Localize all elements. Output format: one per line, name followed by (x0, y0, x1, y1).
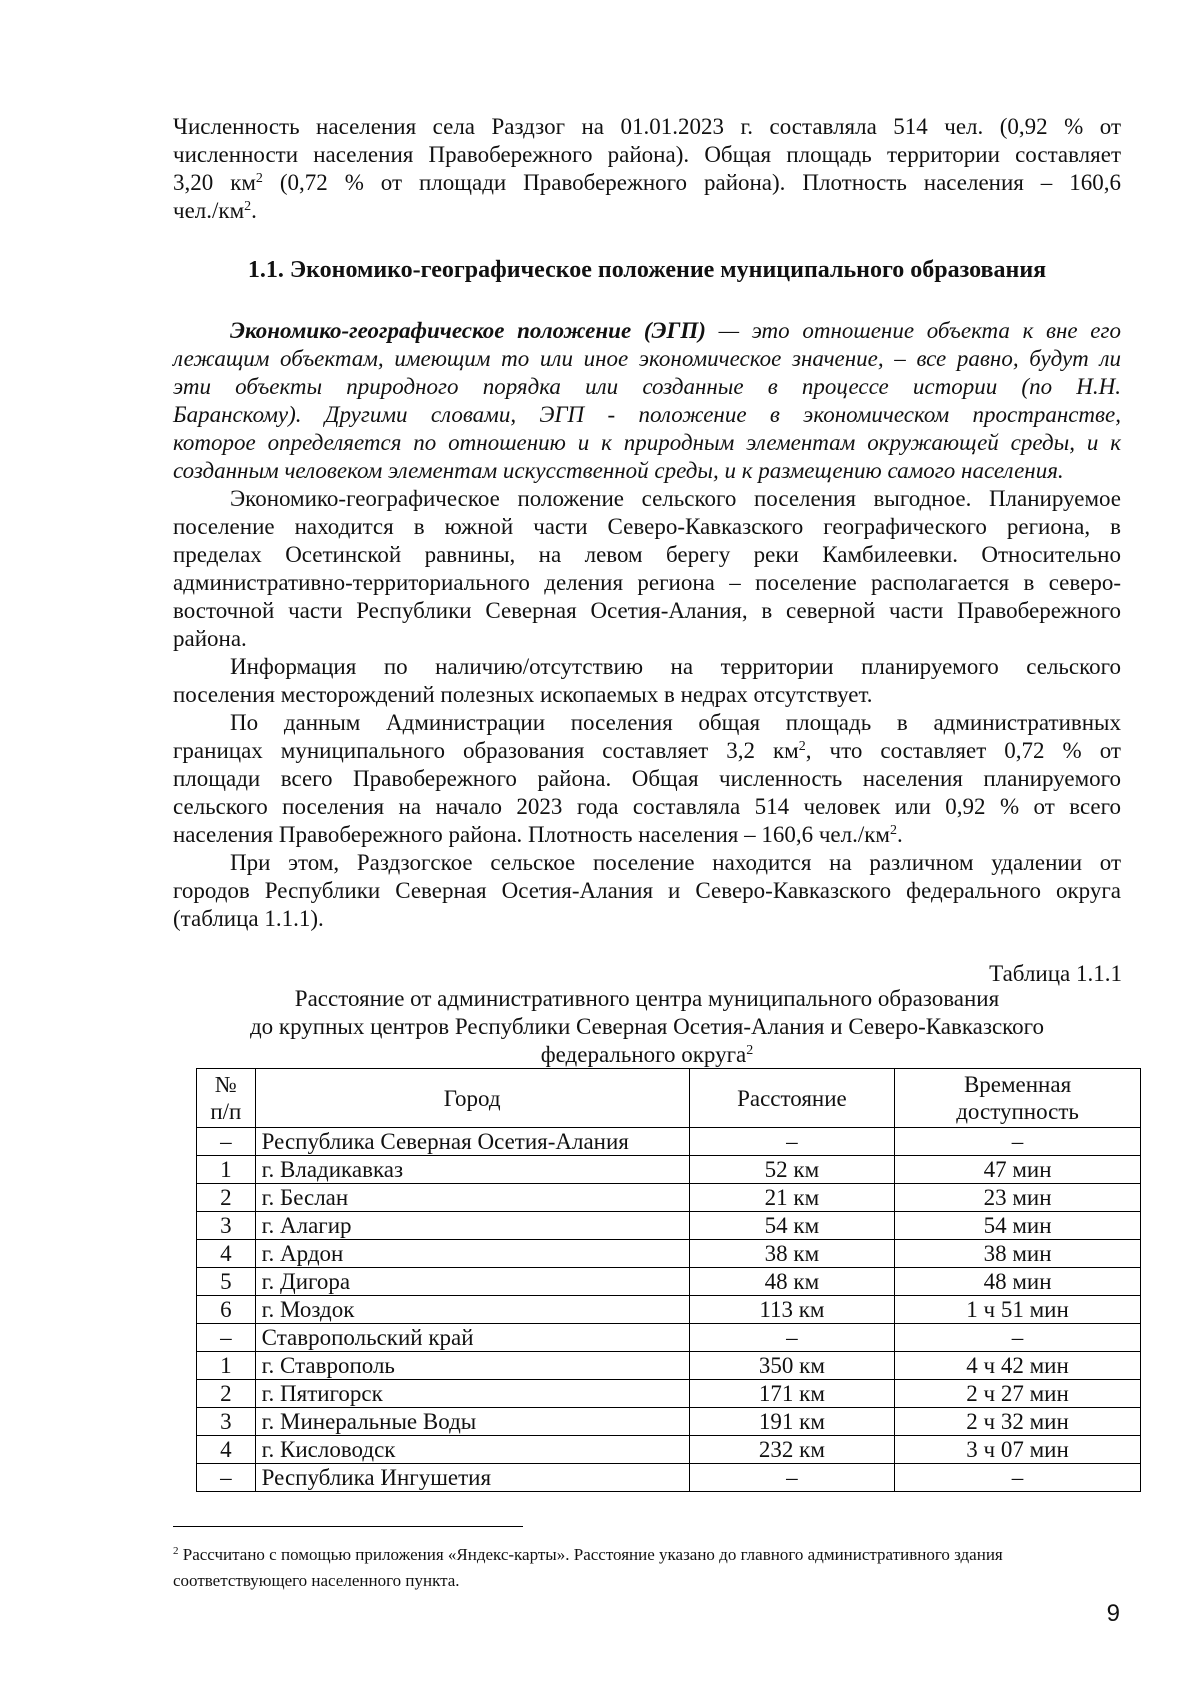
cell-time: 2 ч 32 мин (895, 1408, 1141, 1436)
cell-city: г. Владикавказ (255, 1156, 689, 1184)
cell-time: 2 ч 27 мин (895, 1380, 1141, 1408)
cell-time: – (895, 1324, 1141, 1352)
page-number: 9 (1106, 1600, 1120, 1627)
cell-city: г. Ардон (255, 1240, 689, 1268)
table-body (197, 1128, 1141, 1492)
table-label: Таблица 1.1.1 (989, 961, 1122, 986)
table-row (197, 1464, 1141, 1492)
definition-line-1: Экономико-географическое положение (ЭГП) — это отношение объекта к вне его (230, 318, 1121, 343)
cell-city: г. Кисловодск (255, 1436, 689, 1464)
table-row (197, 1240, 1141, 1268)
cell-num: – (197, 1464, 256, 1492)
cell-city: Ставропольский край (255, 1324, 689, 1352)
header-time: Временная доступность (895, 1069, 1141, 1128)
cell-distance: – (689, 1324, 894, 1352)
location-line: восточной части Республики Северная Осетия-Алания, в северной части Правобережного (173, 598, 1121, 623)
cell-num: 3 (197, 1408, 256, 1436)
cell-distance: 38 км (689, 1240, 894, 1268)
cell-time: – (895, 1128, 1141, 1156)
table-row (197, 1212, 1141, 1240)
definition-line: созданным человеком элементам искусственной среды, и к размещению самого населения. (173, 458, 1064, 483)
distance-line: При этом, Раздзогское сельское поселение находится на различном удалении от (230, 850, 1121, 875)
area-line: площади всего Правобережного района. Общая численность населения планируемого (173, 766, 1121, 791)
definition-line: эти объекты природного порядка или созданные в процессе истории (по Н.Н. (173, 374, 1121, 399)
intro-paragraph (173, 113, 1121, 225)
minerals-line: Информация по наличию/отсутствию на территории планируемого сельского (230, 654, 1121, 679)
cell-time: 54 мин (895, 1212, 1141, 1240)
table-row (197, 1184, 1141, 1212)
header-city: Город (255, 1069, 689, 1128)
table-row (197, 1380, 1141, 1408)
definition-term: Экономико-географическое положение (ЭГП) (230, 318, 706, 343)
cell-city: г. Ставрополь (255, 1352, 689, 1380)
cell-city: г. Дигора (255, 1268, 689, 1296)
cell-distance: – (689, 1128, 894, 1156)
cell-distance: – (689, 1464, 894, 1492)
cell-city: г. Беслан (255, 1184, 689, 1212)
cell-num: 6 (197, 1296, 256, 1324)
cell-num: 2 (197, 1184, 256, 1212)
area-line: населения Правобережного района. Плотность населения – 160,6 $чел./км^2$. (173, 822, 903, 847)
cell-time: – (895, 1464, 1141, 1492)
area-line: По данным Администрации поселения общая площадь в административных (230, 710, 1121, 735)
distance-line: (таблица 1.1.1). (173, 906, 324, 931)
intro-line-2: численности населения Правобережного района). Общая площадь территории составляет (173, 142, 1121, 167)
location-line: пределах Осетинской равнины, на левом берегу реки Камбилеевки. Относительно (173, 542, 1121, 567)
cell-time: 38 мин (895, 1240, 1141, 1268)
location-line: района. (173, 626, 247, 651)
cell-city: Республика Северная Осетия-Алания (255, 1128, 689, 1156)
cell-num: 1 (197, 1352, 256, 1380)
footnote: $^2$ Рассчитано с помощью приложения «Яндекс-карты». Расстояние указано до главного административного здания соответствующего населенного пункта. (173, 1545, 1003, 1590)
cell-time: 3 ч 07 мин (895, 1436, 1141, 1464)
table-header-row (197, 1069, 1141, 1128)
cell-distance: 232 км (689, 1436, 894, 1464)
cell-city: г. Моздок (255, 1296, 689, 1324)
distance-paragraph (173, 849, 1121, 933)
cell-num: 4 (197, 1436, 256, 1464)
definition-paragraph (173, 317, 1121, 485)
section-heading: 1.1. Экономико-географическое положение муниципального образования (247, 257, 1047, 283)
cell-city: г. Пятигорск (255, 1380, 689, 1408)
intro-line-1: Численность населения села Раздзог на 01.01.2023 г. составляла 514 чел. (0,92 % от (173, 114, 1121, 139)
cell-num: 3 (197, 1212, 256, 1240)
table-row (197, 1408, 1141, 1436)
cell-num: 1 (197, 1156, 256, 1184)
cell-distance: 171 км (689, 1380, 894, 1408)
table-row (197, 1296, 1141, 1324)
definition-line: Баранскому). Другими словами, ЭГП - положение в экономическом пространстве, (173, 402, 1121, 427)
area-line: сельского поселения на начало 2023 года составляла 514 человек или 0,92 % от всего (173, 794, 1121, 819)
table-row (197, 1128, 1141, 1156)
cell-distance: 54 км (689, 1212, 894, 1240)
header-num: № п/п (197, 1069, 256, 1128)
cell-distance: 350 км (689, 1352, 894, 1380)
cell-num: 5 (197, 1268, 256, 1296)
definition-line: которое определяется по отношению и к природным элементам окружающей среды, и к (173, 430, 1121, 455)
intro-line-4: $чел./км^2$. (173, 198, 257, 223)
location-line: административно-территориального деления региона – поселение располагается в северо- (173, 570, 1121, 595)
area-paragraph (173, 709, 1121, 849)
cell-city: Республика Ингушетия (255, 1464, 689, 1492)
table-row (197, 1156, 1141, 1184)
cell-num: 2 (197, 1380, 256, 1408)
cell-distance: 48 км (689, 1268, 894, 1296)
cell-num: 4 (197, 1240, 256, 1268)
table-row (197, 1268, 1141, 1296)
footnote-ref: 2 (746, 1043, 754, 1058)
distance-line: городов Республики Северная Осетия-Алания и Северо-Кавказского федерального округа (173, 878, 1121, 903)
location-line: Экономико-географическое положение сельского поселения выгодное. Планируемое (230, 486, 1121, 511)
cell-distance: 113 км (689, 1296, 894, 1324)
cell-time: 48 мин (895, 1268, 1141, 1296)
table-title: Расстояние от административного центра муниципального образования до крупных центров Республики Северная Осетия-Алания и Северо-Кавказского федерального округа$^2$ (249, 986, 1045, 1067)
footnote-separator (173, 1526, 523, 1527)
cell-city: г. Алагир (255, 1212, 689, 1240)
minerals-line: поселения месторождений полезных ископаемых в недрах отсутствует. (173, 682, 873, 707)
table-row (197, 1324, 1141, 1352)
cell-num: – (197, 1324, 256, 1352)
distance-table (196, 1068, 1141, 1492)
area-line: границах муниципального образования составляет 3,2 $км^2$, что составляет 0,72 % от (173, 738, 1121, 763)
cell-distance: 191 км (689, 1408, 894, 1436)
table-row (197, 1436, 1141, 1464)
cell-time: 47 мин (895, 1156, 1141, 1184)
table-row (197, 1352, 1141, 1380)
cell-distance: 52 км (689, 1156, 894, 1184)
definition-line: лежащим объектам, имеющим то или иное экономическое значение, – все равно, будут ли (173, 346, 1121, 371)
cell-time: 4 ч 42 мин (895, 1352, 1141, 1380)
minerals-paragraph (173, 653, 1121, 709)
location-paragraph (173, 485, 1121, 653)
intro-line-3: 3,20 $км^2$ (0,72 % от площади Правобережного района). Плотность населения – 160,6 (173, 170, 1121, 195)
location-line: поселение находится в южной части Северо-Кавказского географического региона, в (173, 514, 1121, 539)
cell-time: 1 ч 51 мин (895, 1296, 1141, 1324)
cell-distance: 21 км (689, 1184, 894, 1212)
cell-city: г. Минеральные Воды (255, 1408, 689, 1436)
cell-time: 23 мин (895, 1184, 1141, 1212)
cell-num: – (197, 1128, 256, 1156)
header-distance: Расстояние (689, 1069, 894, 1128)
